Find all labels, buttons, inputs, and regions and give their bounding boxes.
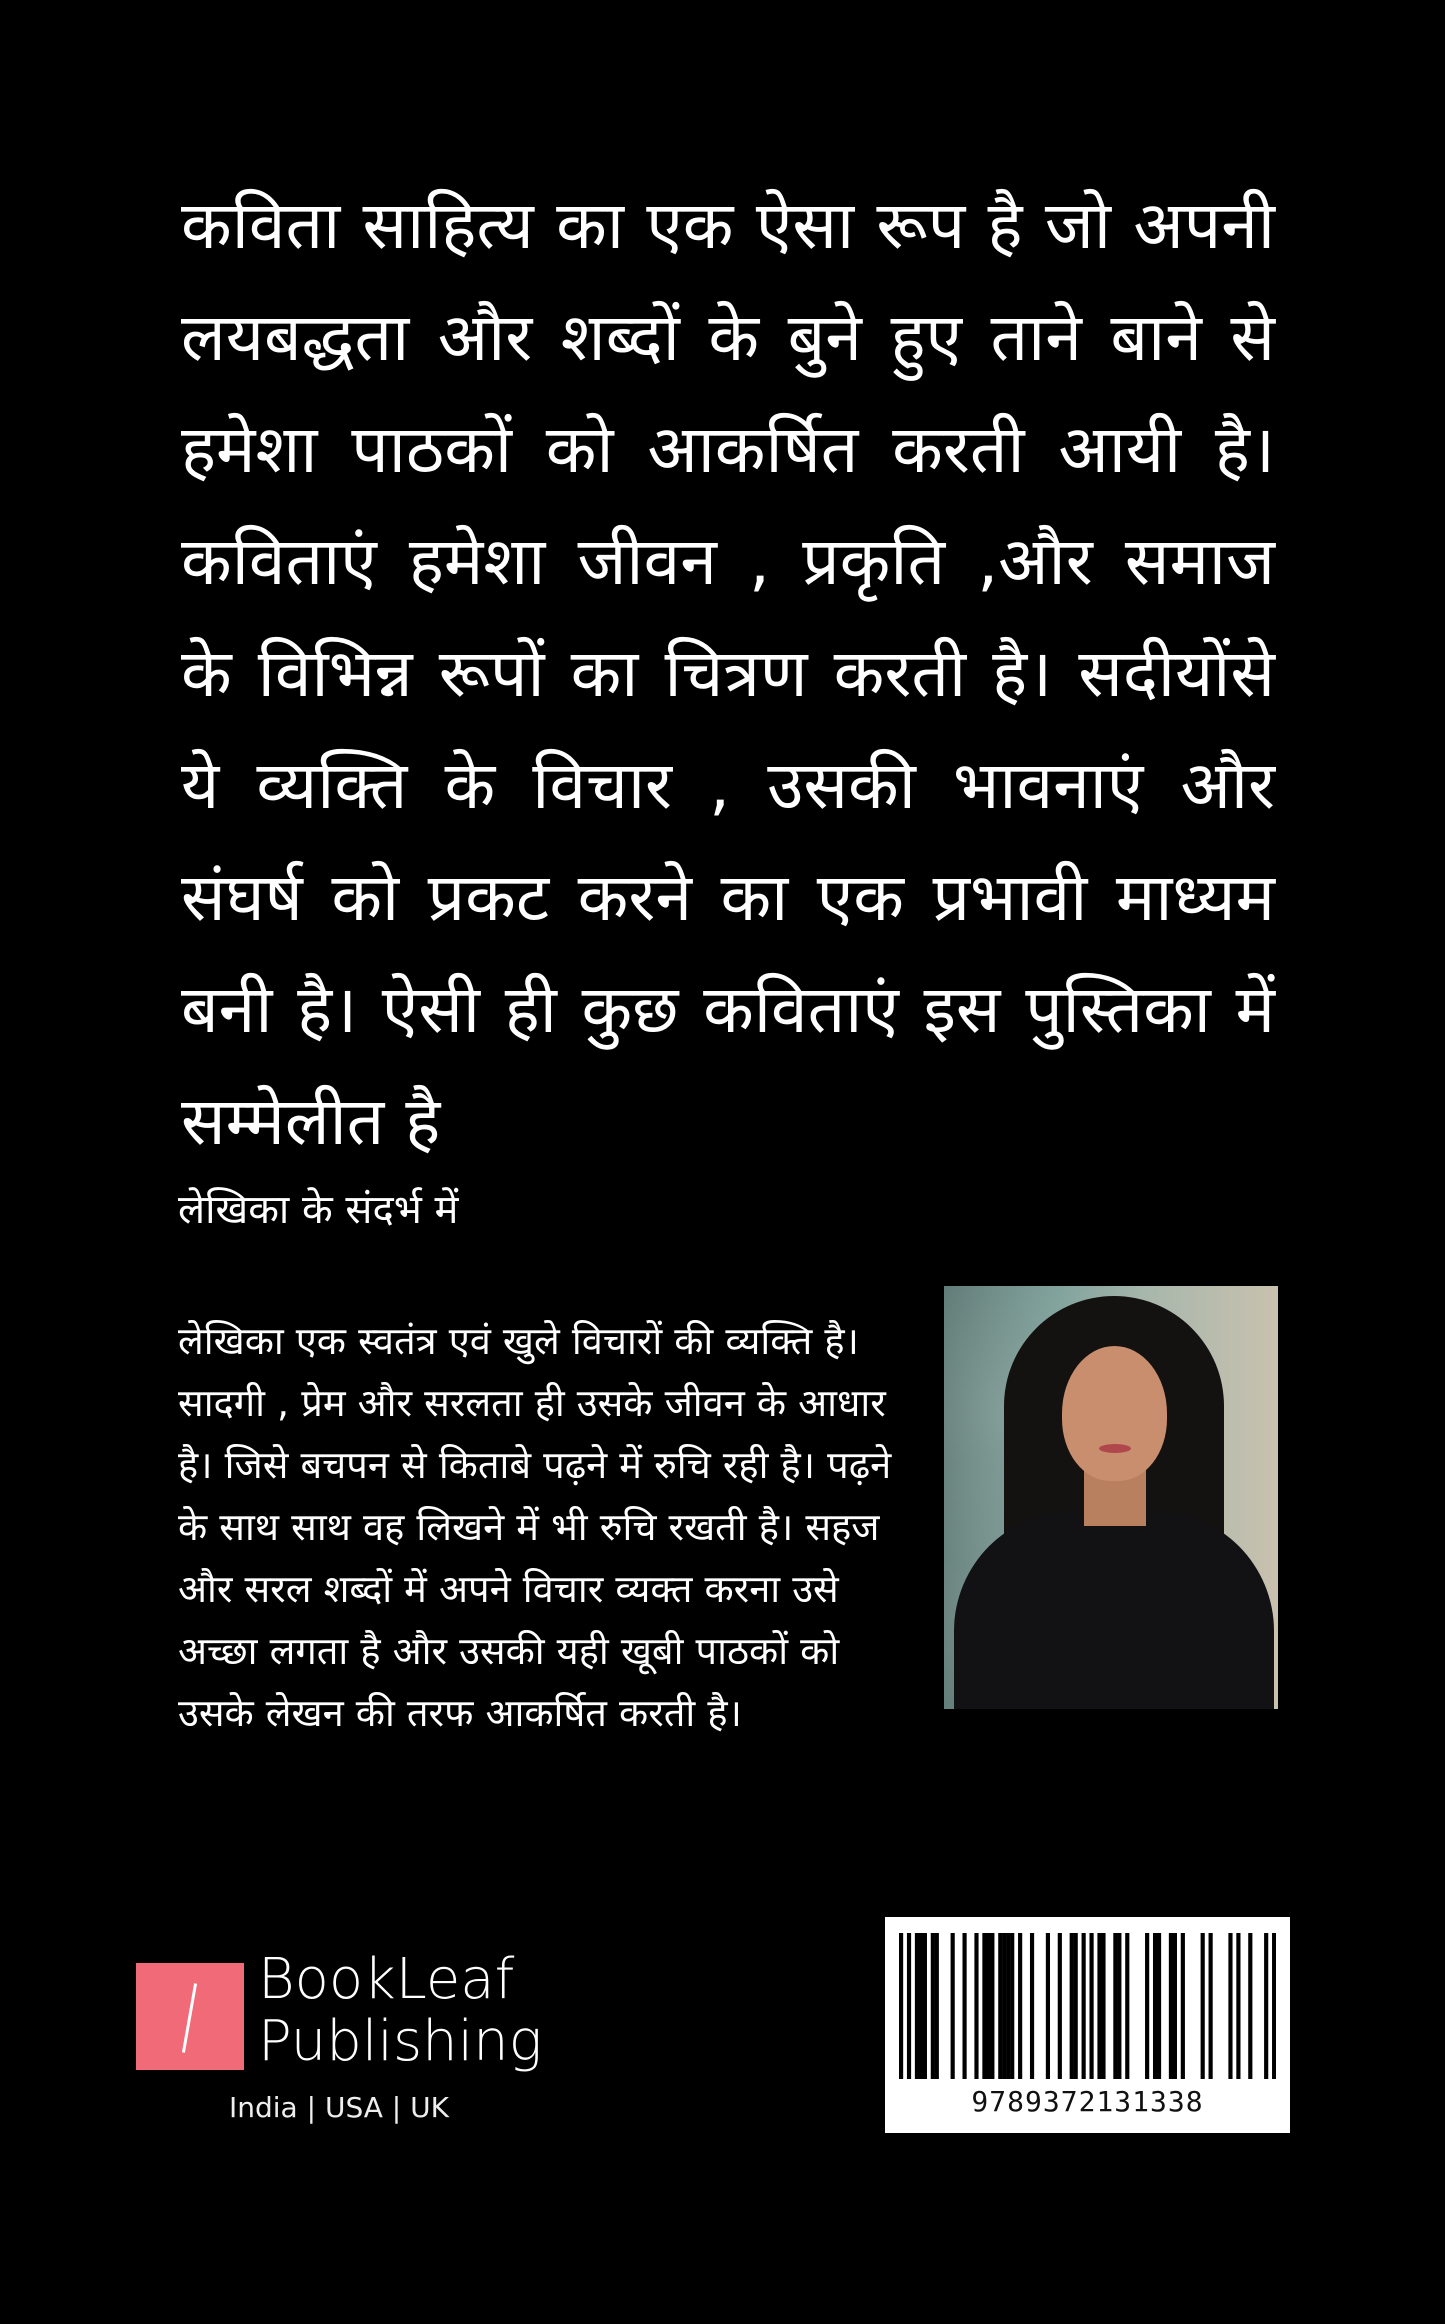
bio-line: प्रेम और सरलता ही उसके जीवन के आधार है। जिसे बचपन से [178, 1381, 886, 1487]
bio-line: रुचि रखती है। सहज और सरल शब्दों में अपने विचार व्यक्त [178, 1505, 880, 1611]
barcode-bar [935, 1933, 939, 2079]
bio-line: उसके लेखन की तरफ आकर्षित करती है। [178, 1691, 742, 1735]
blurb-line: आकर्षित करती आयी है। कविताएं हमेशा जीवन , प्रकृति [181, 411, 1275, 600]
back-cover-blurb [181, 170, 1275, 1178]
barcode-bar [931, 1933, 935, 2079]
barcode-bar [1018, 1933, 1022, 2079]
publisher-name [258, 1949, 542, 2073]
barcode-bar [986, 1933, 990, 2079]
barcode-bar [919, 1933, 923, 2079]
barcode-bar [1173, 1933, 1177, 2079]
barcode-bar [998, 1933, 1002, 2079]
isbn-barcode [885, 1917, 1290, 2133]
isbn-number: 9789372131338 [971, 2085, 1204, 2118]
barcode-bar [1169, 1933, 1173, 2079]
barcode-bar [1248, 1933, 1252, 2079]
logo-slash [182, 1983, 197, 2052]
barcode-bar [907, 1933, 911, 2079]
barcode-bar [1101, 1933, 1105, 2079]
blurb-line: ,और समाज के विभिन्न रूपों का चित्रण करती है। [181, 523, 1275, 712]
barcode-bar [1153, 1933, 1157, 2079]
barcode-bar [1125, 1933, 1129, 2079]
barcode-bar [1010, 1933, 1014, 2079]
barcode-bar [1181, 1933, 1185, 2079]
barcode-bar [1272, 1933, 1276, 2079]
barcode-bar [990, 1933, 994, 2079]
barcode-bar [1209, 1933, 1213, 2079]
barcode-bar [1228, 1933, 1232, 2079]
barcode-bars [899, 1933, 1276, 2079]
about-author-heading: लेखिका के संदर्भ में [178, 1187, 459, 1233]
barcode-bar [1097, 1933, 1101, 2079]
barcode-bar [951, 1933, 955, 2079]
photo-face [1062, 1346, 1167, 1481]
barcode-bar [1157, 1933, 1161, 2079]
barcode-bar [1002, 1933, 1006, 2079]
logo-mark-icon [136, 1963, 244, 2070]
bio-line: करना उसे अच्छा लगता है और उसकी यही खूबी पाठकों को [178, 1567, 840, 1673]
blurb-line: को प्रकट करने का एक प्रभावी माध्यम बनी है। ऐसी ही [181, 859, 1275, 1048]
barcode-bar [1030, 1933, 1034, 2079]
barcode-bar [915, 1933, 919, 2079]
author-bio [178, 1310, 918, 1744]
barcode-bar [899, 1933, 903, 2079]
publisher-regions: India | USA | UK [229, 2091, 449, 2124]
barcode-bar [1046, 1933, 1050, 2079]
barcode-bar [1236, 1933, 1240, 2079]
barcode-bar [1089, 1933, 1093, 2079]
bio-line: लेखिका एक स्वतंत्र एवं खुले विचारों की व्यक्ति है। सादगी , [178, 1319, 859, 1425]
barcode-bar [974, 1933, 978, 2079]
barcode-bar [1117, 1933, 1121, 2079]
photo-dress [954, 1511, 1274, 1709]
blurb-line: सदीयोंसे ये व्यक्ति के विचार , उसकी भावनाएं और संघर्ष [181, 635, 1275, 936]
barcode-bar [1201, 1933, 1205, 2079]
barcode-bar [1082, 1933, 1086, 2079]
blurb-line: और शब्दों के बुने हुए ताने बाने से हमेशा पाठकों को [181, 299, 1275, 488]
blurb-line: कविता साहित्य का एक ऐसा रूप है जो अपनी लयबद्धता [181, 187, 1275, 376]
barcode-bar [1074, 1933, 1078, 2079]
barcode-bar [1070, 1933, 1074, 2079]
barcode-bar [1113, 1933, 1117, 2079]
barcode-bar [1058, 1933, 1062, 2079]
bio-line: किताबे पढ़ने में रुचि रही है। पढ़ने के साथ साथ वह लिखने में भी [178, 1443, 892, 1549]
author-photo [944, 1286, 1278, 1709]
barcode-bar [982, 1933, 986, 2079]
publisher-name-line1: BookLeaf [258, 1947, 515, 2012]
barcode-bar [923, 1933, 927, 2079]
photo-lips [1099, 1444, 1131, 1453]
publisher-name-line2: Publishing [258, 2009, 543, 2074]
barcode-bar [1264, 1933, 1268, 2079]
barcode-bar [1145, 1933, 1149, 2079]
blurb-line: कुछ कविताएं इस पुस्तिका में सम्मेलीत है [181, 971, 1275, 1160]
barcode-bar [962, 1933, 966, 2079]
barcode-bar [1006, 1933, 1010, 2079]
